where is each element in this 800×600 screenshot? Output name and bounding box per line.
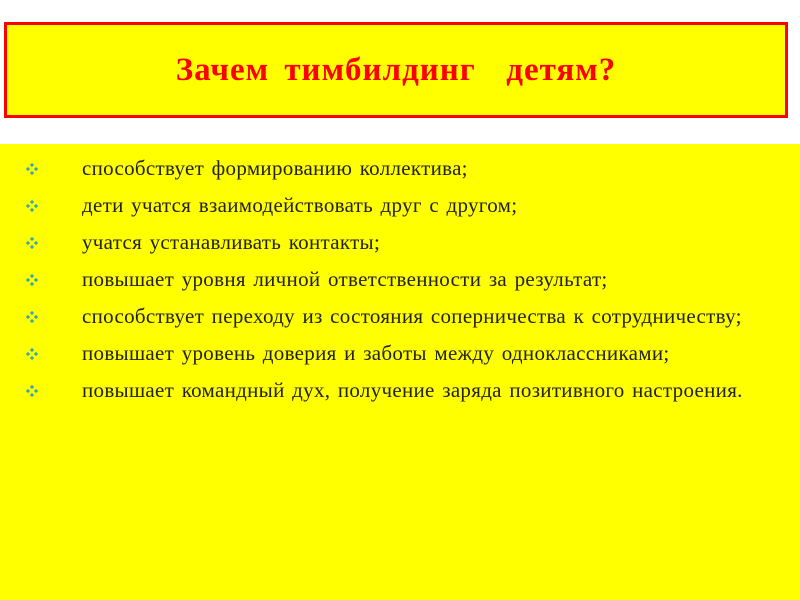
diamond-bullet-icon [26,348,38,360]
list-item [0,189,800,221]
list-item-text: повышает уровень доверия и заботы между одноклассниками; [82,341,670,365]
list-item [0,374,800,406]
list-item-text: способствует переходу из состояния соперничества к сотрудничеству; [82,304,742,328]
list-item-text: повышает уровня личной ответственности за результат; [82,267,608,291]
list-item-text: дети учатся взаимодействовать друг с другом; [82,193,518,217]
content-box [0,144,800,600]
diamond-bullet-icon [26,274,38,286]
list-item [0,263,800,295]
title-box [4,22,788,118]
diamond-bullet-icon [26,200,38,212]
diamond-bullet-icon [26,385,38,397]
slide-title: Зачем тимбилдинг детям? [175,51,617,88]
bullet-list [0,152,800,411]
list-item [0,226,800,258]
list-item-text: способствует формированию коллектива; [82,156,468,180]
list-item [0,337,800,369]
diamond-bullet-icon [26,311,38,323]
list-item [0,152,800,184]
diamond-bullet-icon [26,237,38,249]
list-item [0,300,800,332]
list-item-text: повышает командный дух, получение заряда позитивного настроения. [82,378,743,402]
diamond-bullet-icon [26,163,38,175]
list-item-text: учатся устанавливать контакты; [82,230,381,254]
